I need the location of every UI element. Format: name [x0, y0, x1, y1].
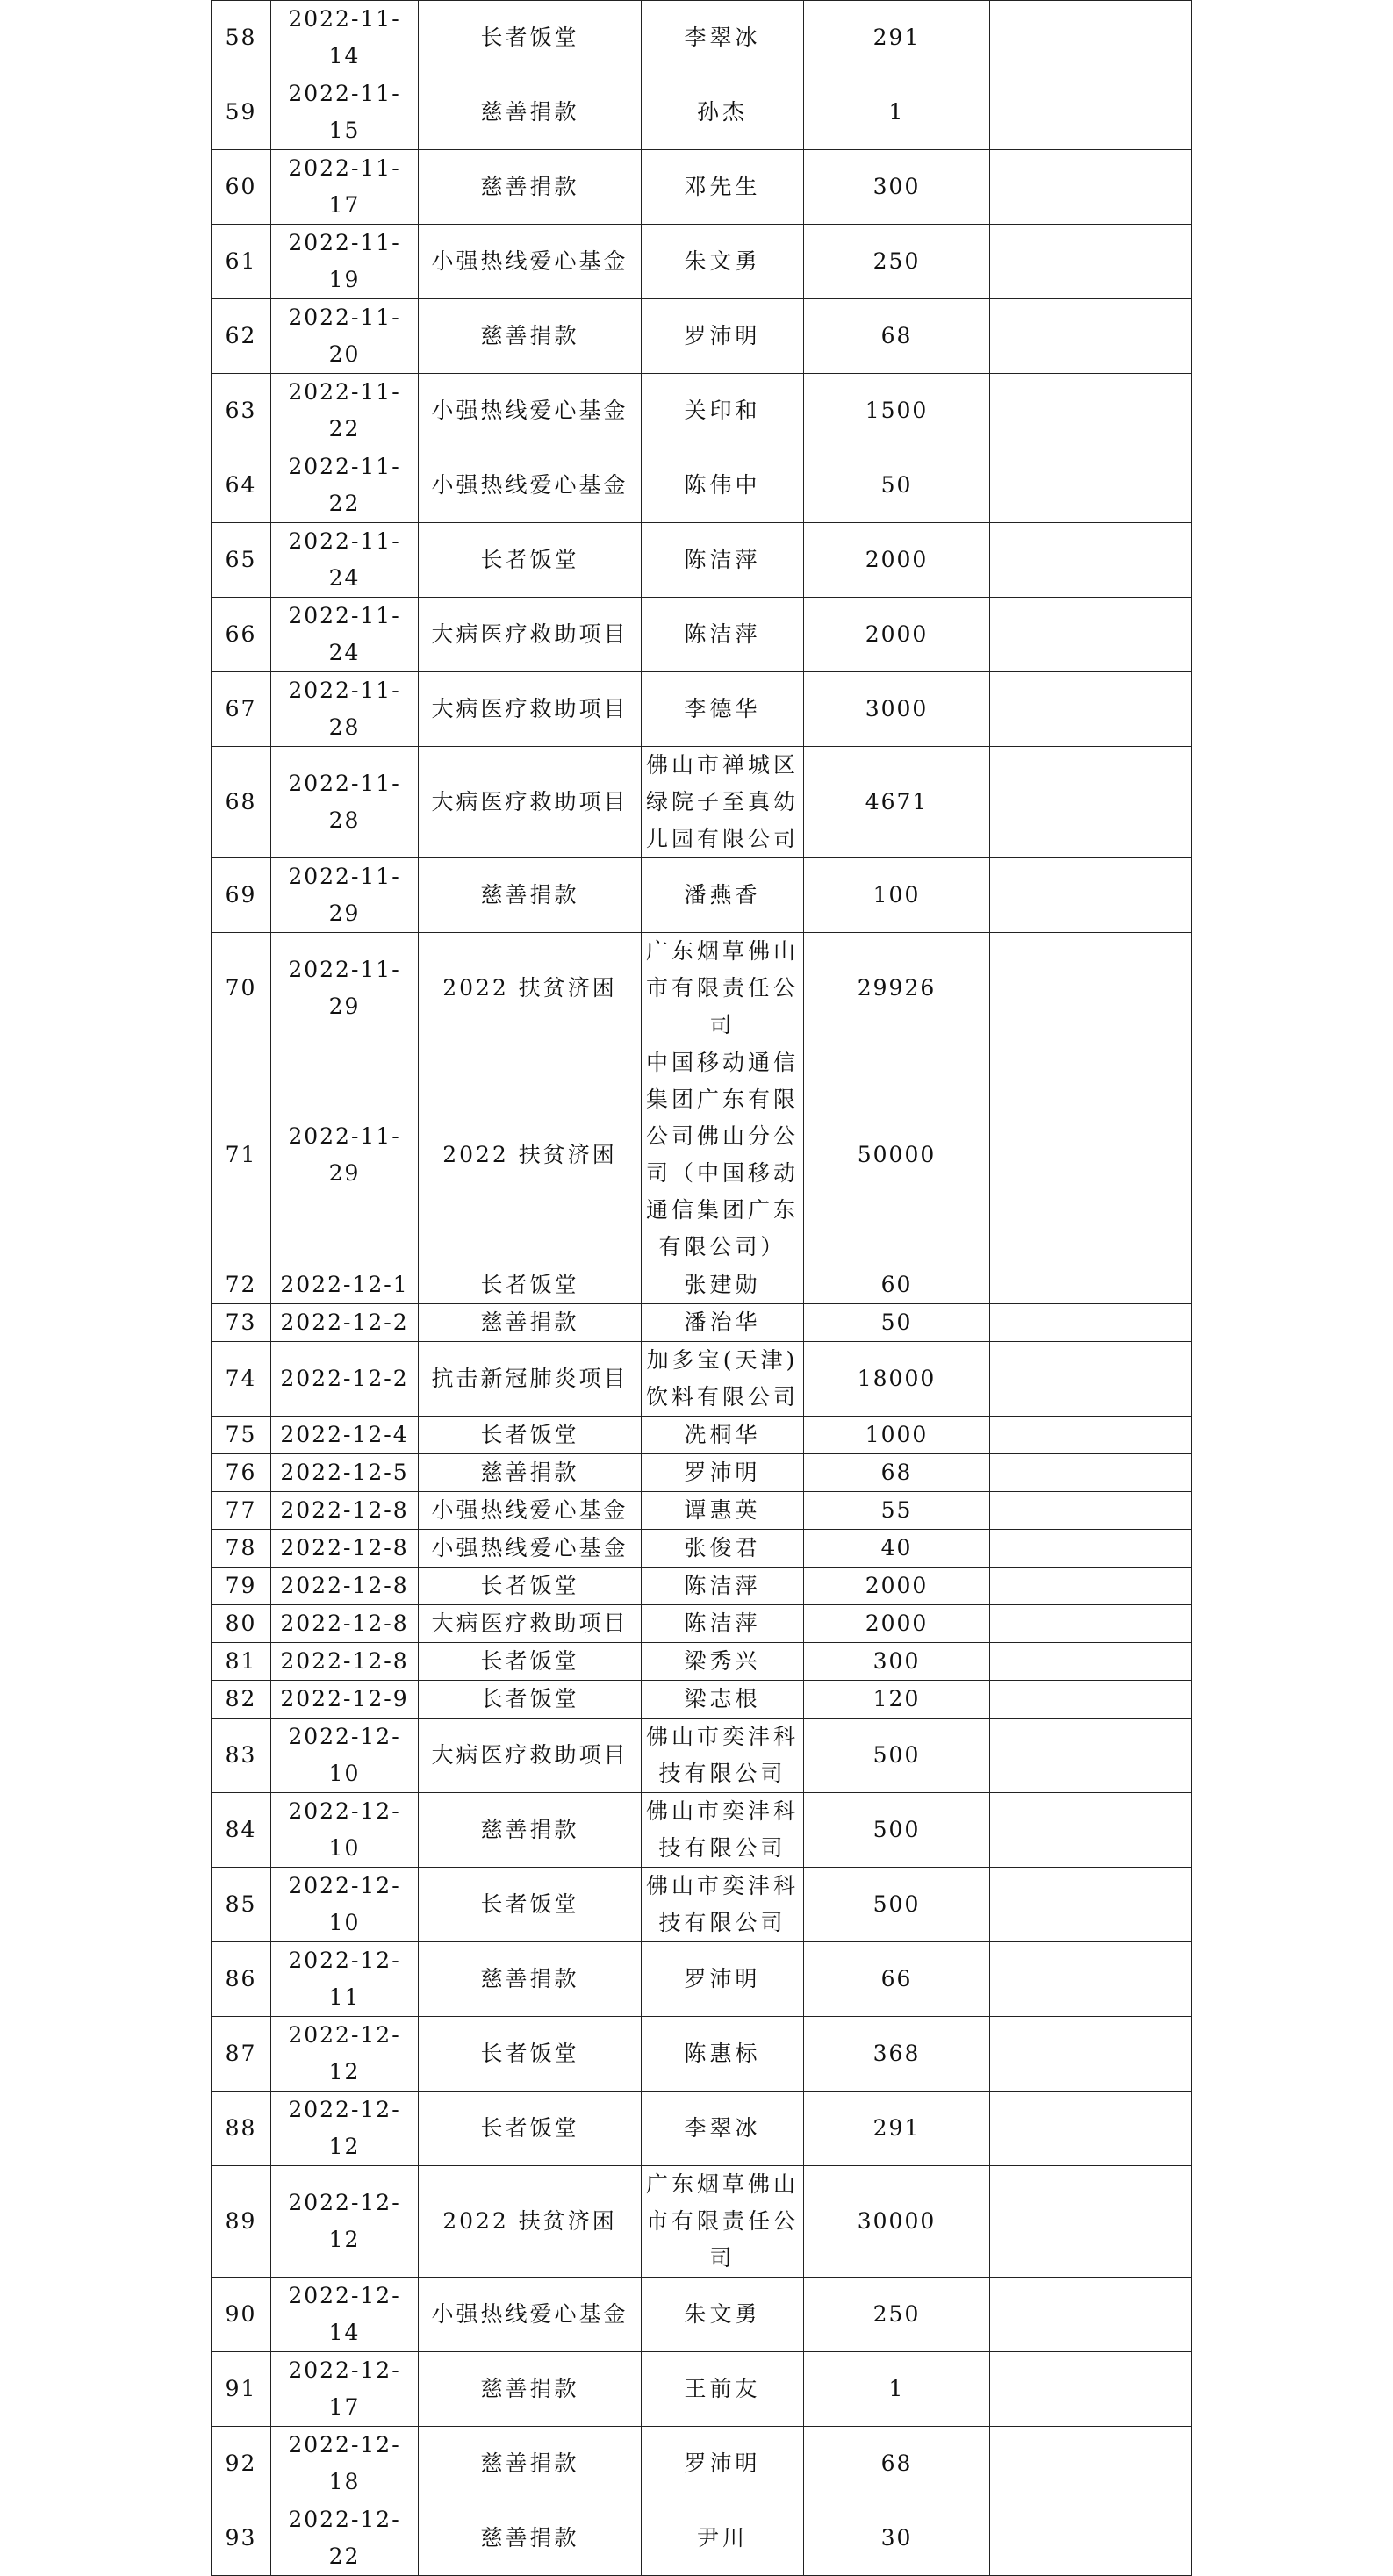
cell-seq: 71 — [212, 1044, 271, 1266]
cell-payer: 王前友 — [642, 2352, 804, 2427]
cell-project: 慈善捐款 — [419, 2427, 642, 2501]
cell-amount: 30 — [804, 2501, 990, 2576]
cell-seq: 86 — [212, 1942, 271, 2017]
cell-amount: 1 — [804, 75, 990, 150]
cell-amount: 55 — [804, 1492, 990, 1530]
cell-remark — [990, 448, 1192, 523]
cell-payer: 尹川 — [642, 2501, 804, 2576]
cell-date: 2022-12-2 — [271, 1304, 419, 1342]
donation-table — [211, 0, 1192, 2576]
cell-payer: 孙杰 — [642, 75, 804, 150]
cell-date: 2022-12-8 — [271, 1492, 419, 1530]
cell-date: 2022-12-9 — [271, 1681, 419, 1719]
cell-amount: 2000 — [804, 1605, 990, 1643]
cell-date: 2022-12-8 — [271, 1605, 419, 1643]
cell-project: 大病医疗救助项目 — [419, 747, 642, 858]
cell-project: 慈善捐款 — [419, 858, 642, 933]
cell-project: 慈善捐款 — [419, 1304, 642, 1342]
cell-payer: 罗沛明 — [642, 1454, 804, 1492]
cell-remark — [990, 2352, 1192, 2427]
cell-remark — [990, 1681, 1192, 1719]
table-row — [212, 299, 1192, 374]
cell-remark — [990, 672, 1192, 747]
cell-amount: 1500 — [804, 374, 990, 448]
cell-payer: 谭惠英 — [642, 1492, 804, 1530]
cell-date: 2022-12-10 — [271, 1793, 419, 1868]
cell-amount: 4671 — [804, 747, 990, 858]
cell-remark — [990, 1719, 1192, 1793]
table-row — [212, 2017, 1192, 2092]
cell-project: 小强热线爱心基金 — [419, 374, 642, 448]
cell-payer: 张建勋 — [642, 1266, 804, 1304]
table-row — [212, 225, 1192, 299]
cell-payer: 罗沛明 — [642, 1942, 804, 2017]
cell-remark — [990, 1304, 1192, 1342]
cell-seq: 77 — [212, 1492, 271, 1530]
cell-project: 慈善捐款 — [419, 1454, 642, 1492]
table-row — [212, 1266, 1192, 1304]
table-row — [212, 1304, 1192, 1342]
cell-payer: 广东烟草佛山市有限责任公司 — [642, 2166, 804, 2278]
cell-amount: 100 — [804, 858, 990, 933]
cell-remark — [990, 2017, 1192, 2092]
cell-remark — [990, 225, 1192, 299]
cell-date: 2022-11-15 — [271, 75, 419, 150]
cell-remark — [990, 374, 1192, 448]
cell-seq: 83 — [212, 1719, 271, 1793]
cell-payer: 佛山市奕沣科技有限公司 — [642, 1793, 804, 1868]
cell-seq: 70 — [212, 933, 271, 1044]
cell-seq: 85 — [212, 1868, 271, 1942]
cell-date: 2022-12-11 — [271, 1942, 419, 2017]
cell-seq: 88 — [212, 2092, 271, 2166]
cell-remark — [990, 1454, 1192, 1492]
cell-amount: 60 — [804, 1266, 990, 1304]
table-row — [212, 747, 1192, 858]
cell-date: 2022-12-17 — [271, 2352, 419, 2427]
cell-amount: 66 — [804, 1942, 990, 2017]
cell-remark — [990, 1793, 1192, 1868]
cell-project: 长者饭堂 — [419, 1868, 642, 1942]
cell-amount: 300 — [804, 1643, 990, 1681]
cell-payer: 李翠冰 — [642, 2092, 804, 2166]
cell-project: 大病医疗救助项目 — [419, 598, 642, 672]
cell-payer: 关印和 — [642, 374, 804, 448]
table-row — [212, 448, 1192, 523]
cell-project: 慈善捐款 — [419, 1793, 642, 1868]
cell-remark — [990, 1643, 1192, 1681]
cell-seq: 87 — [212, 2017, 271, 2092]
cell-remark — [990, 2166, 1192, 2278]
table-row — [212, 598, 1192, 672]
cell-payer: 邓先生 — [642, 150, 804, 225]
table-row — [212, 2501, 1192, 2576]
table-row — [212, 2092, 1192, 2166]
cell-payer: 潘治华 — [642, 1304, 804, 1342]
cell-project: 大病医疗救助项目 — [419, 672, 642, 747]
donation-table-body — [212, 1, 1192, 2576]
cell-project: 慈善捐款 — [419, 1942, 642, 2017]
cell-date: 2022-11-19 — [271, 225, 419, 299]
cell-date: 2022-11-20 — [271, 299, 419, 374]
cell-payer: 陈惠标 — [642, 2017, 804, 2092]
cell-project: 大病医疗救助项目 — [419, 1605, 642, 1643]
cell-date: 2022-12-12 — [271, 2017, 419, 2092]
table-row — [212, 1530, 1192, 1568]
cell-payer: 罗沛明 — [642, 299, 804, 374]
cell-payer: 广东烟草佛山市有限责任公司 — [642, 933, 804, 1044]
cell-date: 2022-12-8 — [271, 1568, 419, 1605]
cell-remark — [990, 1530, 1192, 1568]
cell-date: 2022-11-17 — [271, 150, 419, 225]
cell-seq: 66 — [212, 598, 271, 672]
cell-seq: 91 — [212, 2352, 271, 2427]
cell-project: 2022 扶贫济困 — [419, 2166, 642, 2278]
cell-date: 2022-11-29 — [271, 933, 419, 1044]
cell-remark — [990, 150, 1192, 225]
table-row — [212, 2352, 1192, 2427]
cell-amount: 368 — [804, 2017, 990, 2092]
cell-seq: 72 — [212, 1266, 271, 1304]
cell-payer: 陈洁萍 — [642, 598, 804, 672]
cell-amount: 68 — [804, 2427, 990, 2501]
table-row — [212, 1643, 1192, 1681]
cell-remark — [990, 1, 1192, 75]
cell-remark — [990, 2278, 1192, 2352]
cell-project: 抗击新冠肺炎项目 — [419, 1342, 642, 1417]
cell-project: 小强热线爱心基金 — [419, 448, 642, 523]
cell-amount: 291 — [804, 2092, 990, 2166]
cell-remark — [990, 1266, 1192, 1304]
table-row — [212, 858, 1192, 933]
cell-date: 2022-11-22 — [271, 374, 419, 448]
cell-remark — [990, 2427, 1192, 2501]
cell-date: 2022-11-28 — [271, 672, 419, 747]
cell-date: 2022-12-14 — [271, 2278, 419, 2352]
table-row — [212, 1, 1192, 75]
cell-date: 2022-12-22 — [271, 2501, 419, 2576]
table-row — [212, 672, 1192, 747]
cell-payer: 陈伟中 — [642, 448, 804, 523]
cell-remark — [990, 1605, 1192, 1643]
table-row — [212, 933, 1192, 1044]
cell-remark — [990, 1492, 1192, 1530]
cell-seq: 69 — [212, 858, 271, 933]
cell-seq: 79 — [212, 1568, 271, 1605]
cell-seq: 80 — [212, 1605, 271, 1643]
cell-payer: 陈洁萍 — [642, 1605, 804, 1643]
table-row — [212, 2166, 1192, 2278]
cell-date: 2022-11-28 — [271, 747, 419, 858]
cell-payer: 佛山市禅城区绿院子至真幼儿园有限公司 — [642, 747, 804, 858]
cell-payer: 中国移动通信集团广东有限公司佛山分公司（中国移动通信集团广东有限公司） — [642, 1044, 804, 1266]
cell-amount: 50 — [804, 1304, 990, 1342]
cell-amount: 2000 — [804, 1568, 990, 1605]
cell-remark — [990, 1417, 1192, 1454]
cell-seq: 62 — [212, 299, 271, 374]
cell-project: 慈善捐款 — [419, 2352, 642, 2427]
cell-payer: 佛山市奕沣科技有限公司 — [642, 1868, 804, 1942]
table-row — [212, 1492, 1192, 1530]
cell-amount: 500 — [804, 1868, 990, 1942]
cell-amount: 50000 — [804, 1044, 990, 1266]
cell-date: 2022-11-24 — [271, 598, 419, 672]
cell-payer: 梁秀兴 — [642, 1643, 804, 1681]
cell-amount: 300 — [804, 150, 990, 225]
cell-project: 小强热线爱心基金 — [419, 2278, 642, 2352]
cell-remark — [990, 858, 1192, 933]
cell-amount: 68 — [804, 1454, 990, 1492]
cell-payer: 陈洁萍 — [642, 1568, 804, 1605]
table-row — [212, 2278, 1192, 2352]
cell-date: 2022-12-10 — [271, 1719, 419, 1793]
cell-seq: 67 — [212, 672, 271, 747]
cell-date: 2022-12-12 — [271, 2092, 419, 2166]
cell-date: 2022-11-14 — [271, 1, 419, 75]
cell-project: 慈善捐款 — [419, 2501, 642, 2576]
cell-amount: 2000 — [804, 598, 990, 672]
cell-seq: 89 — [212, 2166, 271, 2278]
table-row — [212, 150, 1192, 225]
cell-payer: 佛山市奕沣科技有限公司 — [642, 1719, 804, 1793]
table-row — [212, 1605, 1192, 1643]
cell-remark — [990, 2092, 1192, 2166]
cell-seq: 60 — [212, 150, 271, 225]
cell-payer: 梁志根 — [642, 1681, 804, 1719]
cell-amount: 120 — [804, 1681, 990, 1719]
cell-date: 2022-12-1 — [271, 1266, 419, 1304]
cell-remark — [990, 933, 1192, 1044]
cell-project: 长者饭堂 — [419, 1266, 642, 1304]
cell-date: 2022-12-2 — [271, 1342, 419, 1417]
cell-payer: 加多宝(天津)饮料有限公司 — [642, 1342, 804, 1417]
cell-date: 2022-11-29 — [271, 858, 419, 933]
table-row — [212, 1044, 1192, 1266]
cell-date: 2022-11-24 — [271, 523, 419, 598]
cell-remark — [990, 747, 1192, 858]
cell-seq: 64 — [212, 448, 271, 523]
cell-date: 2022-12-5 — [271, 1454, 419, 1492]
cell-date: 2022-12-12 — [271, 2166, 419, 2278]
cell-seq: 93 — [212, 2501, 271, 2576]
cell-seq: 73 — [212, 1304, 271, 1342]
cell-project: 慈善捐款 — [419, 299, 642, 374]
cell-amount: 50 — [804, 448, 990, 523]
cell-remark — [990, 598, 1192, 672]
cell-payer: 张俊君 — [642, 1530, 804, 1568]
cell-amount: 500 — [804, 1793, 990, 1868]
cell-amount: 40 — [804, 1530, 990, 1568]
cell-amount: 68 — [804, 299, 990, 374]
cell-date: 2022-11-22 — [271, 448, 419, 523]
cell-project: 大病医疗救助项目 — [419, 1719, 642, 1793]
cell-amount: 29926 — [804, 933, 990, 1044]
cell-payer: 陈洁萍 — [642, 523, 804, 598]
cell-payer: 李翠冰 — [642, 1, 804, 75]
cell-seq: 68 — [212, 747, 271, 858]
cell-project: 2022 扶贫济困 — [419, 933, 642, 1044]
cell-project: 长者饭堂 — [419, 1643, 642, 1681]
cell-remark — [990, 2501, 1192, 2576]
cell-seq: 74 — [212, 1342, 271, 1417]
cell-seq: 58 — [212, 1, 271, 75]
cell-project: 长者饭堂 — [419, 1568, 642, 1605]
cell-date: 2022-11-29 — [271, 1044, 419, 1266]
cell-remark — [990, 1342, 1192, 1417]
cell-amount: 1 — [804, 2352, 990, 2427]
cell-seq: 90 — [212, 2278, 271, 2352]
cell-project: 2022 扶贫济困 — [419, 1044, 642, 1266]
cell-date: 2022-12-10 — [271, 1868, 419, 1942]
table-row — [212, 1719, 1192, 1793]
cell-payer: 罗沛明 — [642, 2427, 804, 2501]
cell-amount: 2000 — [804, 523, 990, 598]
cell-seq: 78 — [212, 1530, 271, 1568]
cell-date: 2022-12-8 — [271, 1530, 419, 1568]
cell-remark — [990, 1044, 1192, 1266]
cell-date: 2022-12-4 — [271, 1417, 419, 1454]
cell-project: 长者饭堂 — [419, 1, 642, 75]
cell-payer: 冼桐华 — [642, 1417, 804, 1454]
cell-project: 慈善捐款 — [419, 75, 642, 150]
cell-amount: 18000 — [804, 1342, 990, 1417]
cell-seq: 65 — [212, 523, 271, 598]
cell-date: 2022-12-8 — [271, 1643, 419, 1681]
cell-project: 长者饭堂 — [419, 1681, 642, 1719]
cell-project: 小强热线爱心基金 — [419, 1530, 642, 1568]
cell-amount: 500 — [804, 1719, 990, 1793]
table-row — [212, 1868, 1192, 1942]
cell-seq: 92 — [212, 2427, 271, 2501]
cell-remark — [990, 75, 1192, 150]
cell-payer: 李德华 — [642, 672, 804, 747]
table-row — [212, 374, 1192, 448]
table-row — [212, 1942, 1192, 2017]
cell-project: 长者饭堂 — [419, 523, 642, 598]
cell-project: 慈善捐款 — [419, 150, 642, 225]
cell-project: 长者饭堂 — [419, 2092, 642, 2166]
cell-amount: 3000 — [804, 672, 990, 747]
cell-project: 小强热线爱心基金 — [419, 1492, 642, 1530]
table-row — [212, 523, 1192, 598]
cell-amount: 291 — [804, 1, 990, 75]
cell-seq: 82 — [212, 1681, 271, 1719]
cell-payer: 朱文勇 — [642, 225, 804, 299]
cell-remark — [990, 523, 1192, 598]
table-row — [212, 1454, 1192, 1492]
cell-date: 2022-12-18 — [271, 2427, 419, 2501]
cell-seq: 75 — [212, 1417, 271, 1454]
cell-amount: 250 — [804, 2278, 990, 2352]
cell-remark — [990, 1942, 1192, 2017]
cell-seq: 76 — [212, 1454, 271, 1492]
cell-seq: 63 — [212, 374, 271, 448]
cell-payer: 潘燕香 — [642, 858, 804, 933]
cell-payer: 朱文勇 — [642, 2278, 804, 2352]
table-row — [212, 1568, 1192, 1605]
cell-project: 小强热线爱心基金 — [419, 225, 642, 299]
cell-amount: 30000 — [804, 2166, 990, 2278]
table-row — [212, 1681, 1192, 1719]
cell-remark — [990, 299, 1192, 374]
cell-amount: 250 — [804, 225, 990, 299]
cell-seq: 81 — [212, 1643, 271, 1681]
cell-remark — [990, 1868, 1192, 1942]
table-row — [212, 2427, 1192, 2501]
table-row — [212, 1417, 1192, 1454]
cell-seq: 59 — [212, 75, 271, 150]
table-row — [212, 1342, 1192, 1417]
cell-project: 长者饭堂 — [419, 1417, 642, 1454]
cell-amount: 1000 — [804, 1417, 990, 1454]
table-row — [212, 1793, 1192, 1868]
table-row — [212, 75, 1192, 150]
cell-remark — [990, 1568, 1192, 1605]
cell-project: 长者饭堂 — [419, 2017, 642, 2092]
cell-seq: 61 — [212, 225, 271, 299]
cell-seq: 84 — [212, 1793, 271, 1868]
